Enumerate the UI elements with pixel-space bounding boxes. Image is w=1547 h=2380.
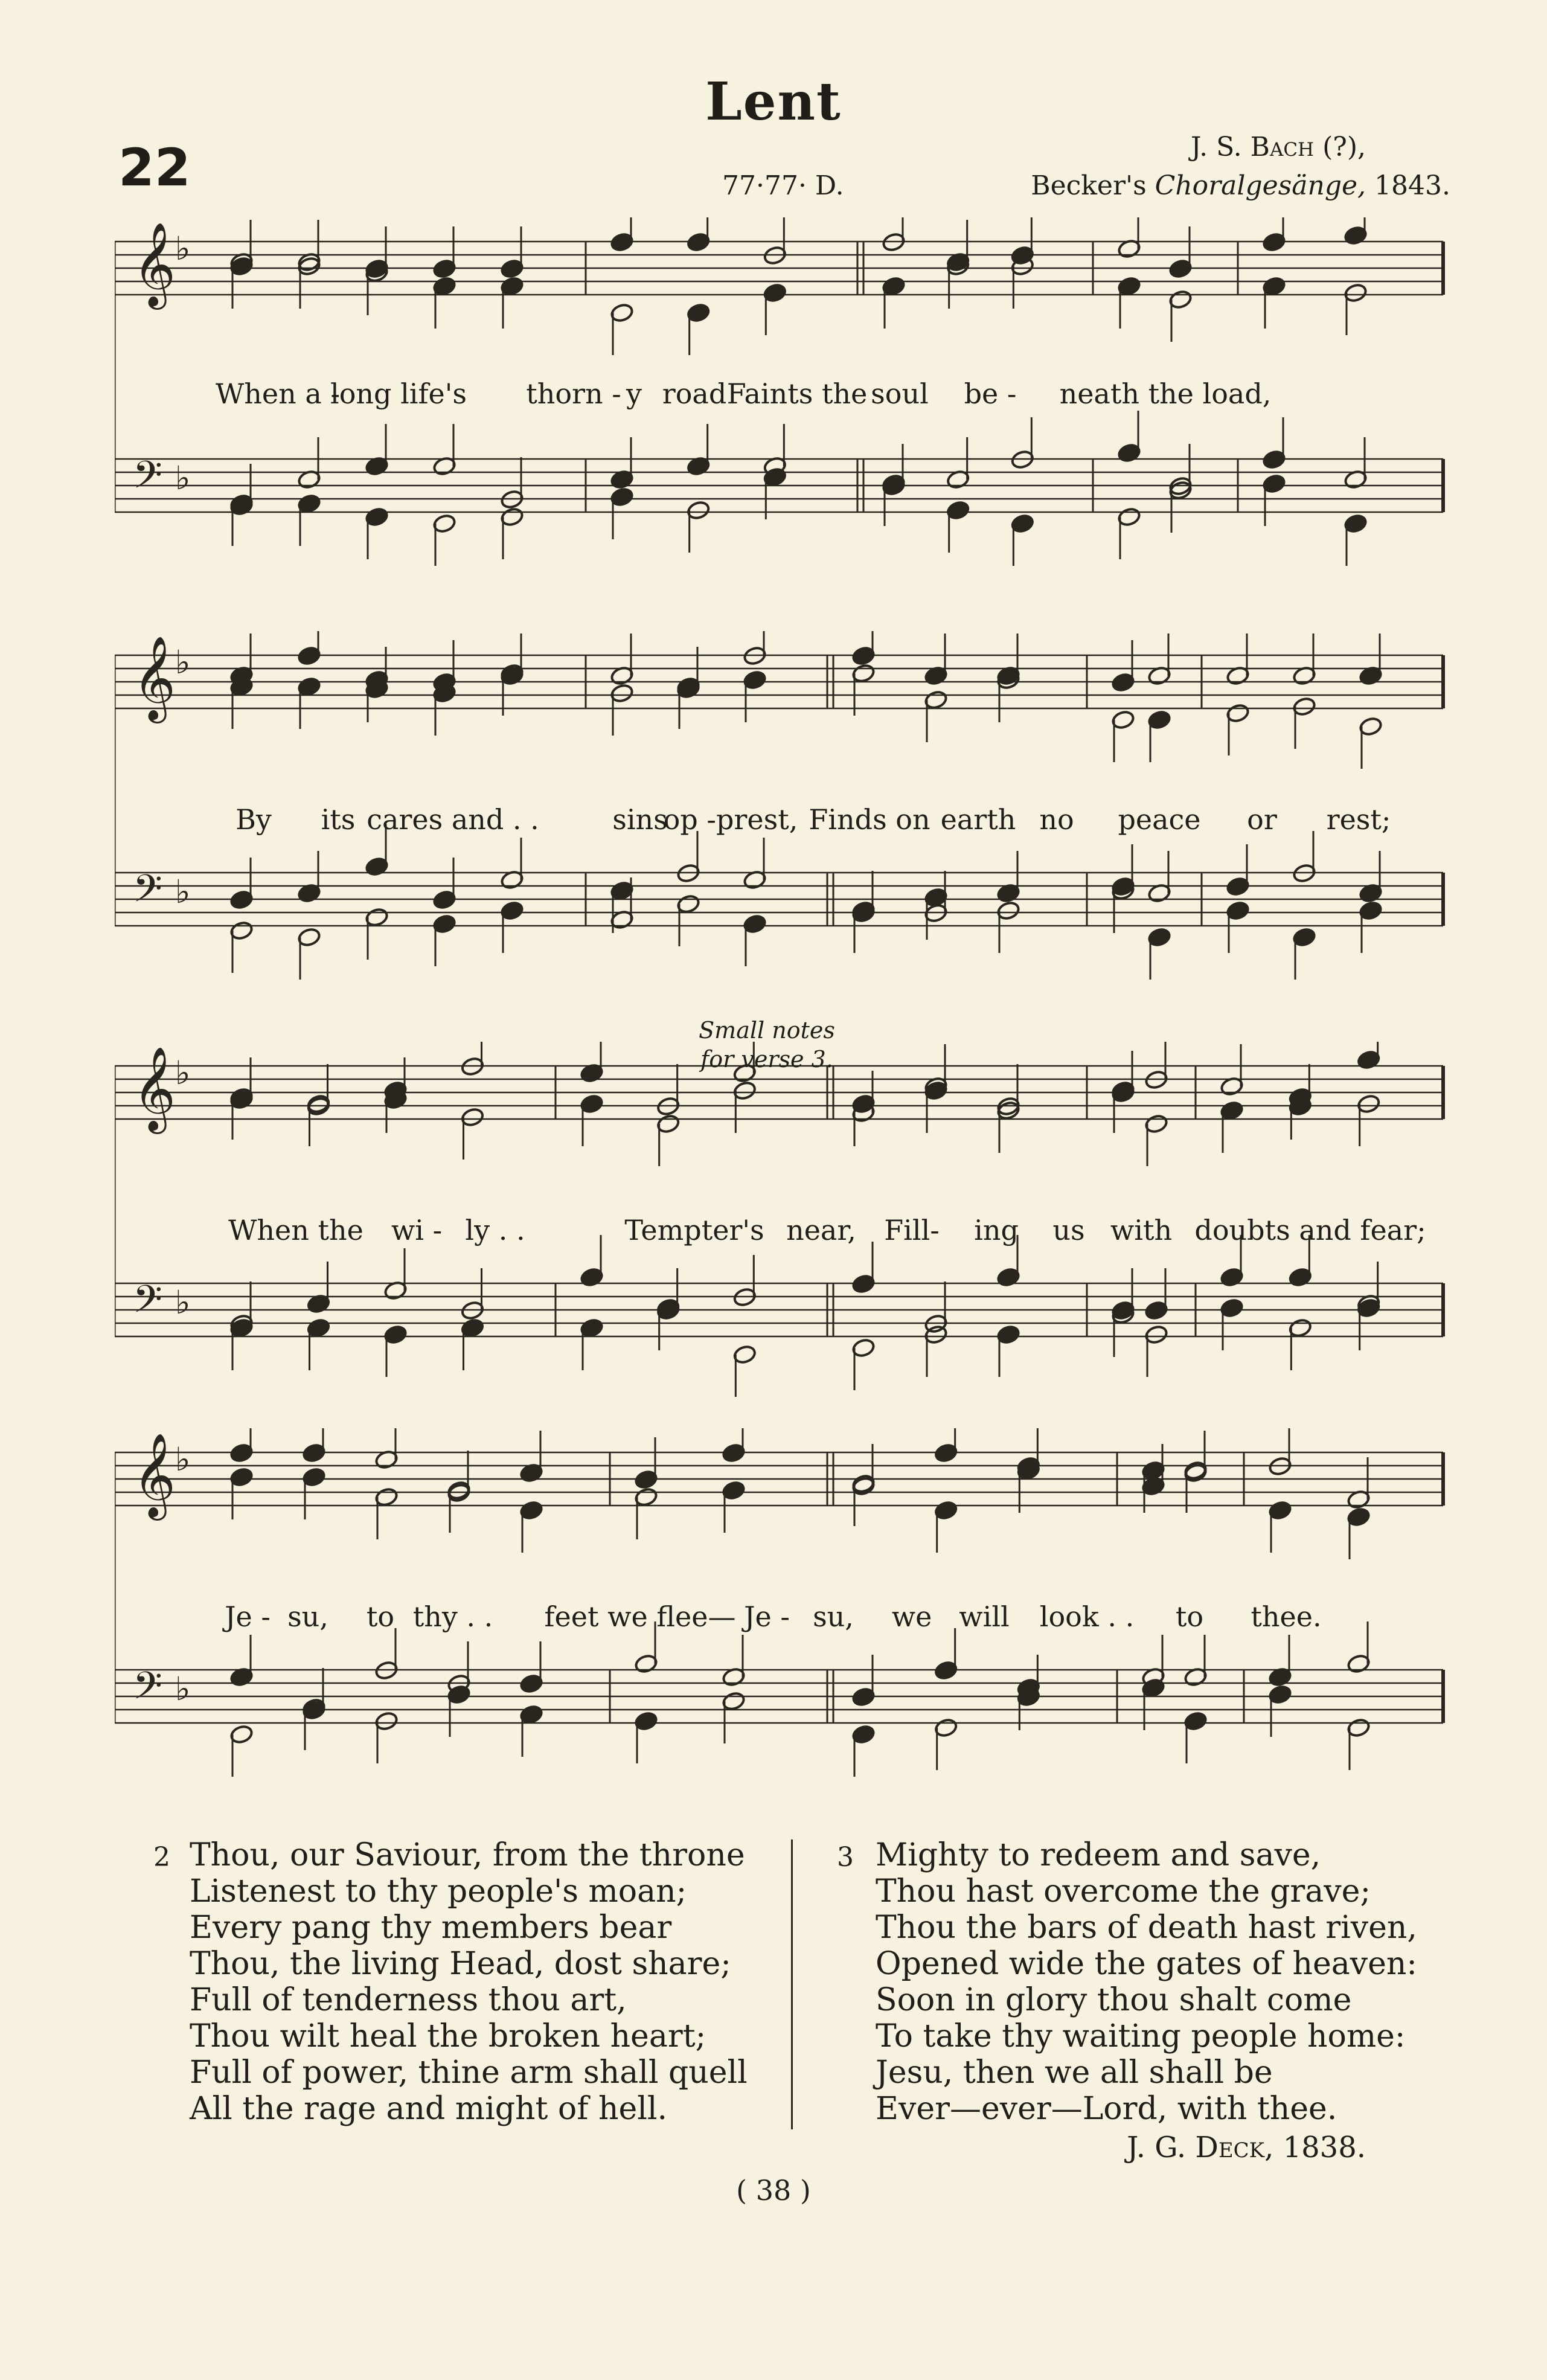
composer: J. S. Bach (?), xyxy=(1190,132,1366,162)
bass-clef-icon: 𝄢 xyxy=(133,1277,162,1330)
lyric-syllable: with xyxy=(1110,1214,1173,1246)
verse-line: Jesu, then we all shall be xyxy=(876,2054,1273,2091)
bass-staff xyxy=(115,1235,1443,1397)
small-notes-line1: Small notes xyxy=(699,1017,835,1044)
lyric-syllable: look . . xyxy=(1039,1600,1135,1633)
verse-line: Full of tenderness thou art, xyxy=(190,1982,627,2018)
lyric-syllable: be - xyxy=(964,377,1017,410)
lyric-syllable: Finds on xyxy=(809,803,930,836)
lyric-syllable: earth xyxy=(940,803,1016,836)
lyric-syllable: When a - xyxy=(216,377,340,410)
lyric-syllable: By xyxy=(235,803,272,836)
flat-key-signature-icon: ♭ xyxy=(175,873,191,911)
verse-2-number: 2 xyxy=(153,1842,170,1873)
treble-staff xyxy=(115,631,1443,769)
verse-line: Mighty to redeem and save, xyxy=(876,1837,1321,1873)
flat-key-signature-icon: ♭ xyxy=(175,1440,191,1478)
lyric-syllable: thorn - xyxy=(526,377,621,410)
meter: 77·77· D. xyxy=(722,170,844,201)
lyric-syllable: ing xyxy=(974,1214,1019,1246)
treble-clef-icon: 𝄞 xyxy=(133,1047,176,1131)
source-year: 1843. xyxy=(1366,170,1450,201)
lyric-syllable: thy . . xyxy=(412,1600,493,1633)
lyric-syllable: neath the load, xyxy=(1059,377,1272,410)
lyric-syllable: Fill- xyxy=(884,1214,940,1246)
flat-key-signature-icon: ♭ xyxy=(175,1670,191,1708)
lyric-syllable: ly . . xyxy=(465,1214,525,1246)
small-notes-line2: for verse 3. xyxy=(700,1046,833,1073)
verse-3-number: 3 xyxy=(837,1842,854,1873)
verse-line: Thou hast overcome the grave; xyxy=(876,1873,1371,1910)
bass-staff xyxy=(115,824,1443,980)
lyric-syllable: thee. xyxy=(1251,1600,1322,1633)
source-title: Choralgesänge, xyxy=(1155,170,1366,201)
lyric-syllable: op -prest, xyxy=(663,803,798,836)
treble-clef-icon: 𝄞 xyxy=(133,1433,176,1517)
lyric-syllable: to xyxy=(1175,1600,1204,1633)
lyric-syllable: will xyxy=(959,1600,1010,1633)
verse-divider xyxy=(791,1840,793,2129)
lyric-syllable: feet we flee— xyxy=(544,1600,736,1633)
lyric-syllable: Tempter's xyxy=(624,1214,764,1246)
verse-line: Soon in glory thou shalt come xyxy=(876,1982,1352,2018)
lyric-syllable: or xyxy=(1247,803,1277,836)
flat-key-signature-icon: ♭ xyxy=(175,643,191,681)
author: J. G. Deck, 1838. xyxy=(1127,2131,1366,2164)
verse-line: Thou, the living Head, dost share; xyxy=(190,1946,731,1982)
verse-2 xyxy=(190,1837,748,2127)
lyric-syllable: us xyxy=(1052,1214,1085,1246)
verse-3 xyxy=(876,1837,1417,2127)
source-prefix: Becker's xyxy=(1031,170,1155,201)
verse-line: Ever—ever—Lord, with thee. xyxy=(876,2091,1337,2127)
lyric-line xyxy=(115,1600,1461,1637)
lyric-syllable: no xyxy=(1039,803,1074,836)
page-header xyxy=(0,0,1547,205)
lyric-syllable: sins xyxy=(612,803,668,836)
lyric-syllable: near, xyxy=(786,1214,856,1246)
lyric-syllable: doubts and fear; xyxy=(1194,1214,1426,1246)
lyric-syllable: y xyxy=(626,377,642,410)
lyric-syllable: su, xyxy=(813,1600,854,1633)
treble-clef-icon: 𝄞 xyxy=(133,636,176,720)
verse-line: All the rage and might of hell. xyxy=(190,2091,668,2127)
verse-line: Every pang thy members bear xyxy=(190,1910,672,1946)
lyric-syllable: its xyxy=(321,803,356,836)
lyric-syllable: road xyxy=(662,377,727,410)
bass-staff xyxy=(115,411,1443,566)
verse-line: Thou the bars of death hast riven, xyxy=(876,1910,1417,1946)
bass-staff xyxy=(115,1621,1443,1777)
lyric-syllable: peace xyxy=(1118,803,1201,836)
lyric-line xyxy=(115,803,1461,839)
lyric-syllable: rest; xyxy=(1326,803,1391,836)
bass-clef-icon: 𝄢 xyxy=(133,452,162,506)
treble-staff xyxy=(115,217,1443,355)
bass-clef-icon: 𝄢 xyxy=(133,1663,162,1717)
flat-key-signature-icon: ♭ xyxy=(175,459,191,497)
lyric-syllable: su, xyxy=(287,1600,328,1633)
bass-clef-icon: 𝄢 xyxy=(133,866,162,920)
lyric-syllable: wi - xyxy=(391,1214,443,1246)
lyric-syllable: Je - xyxy=(744,1600,790,1633)
treble-clef-icon: 𝄞 xyxy=(133,222,176,306)
verse-line: Full of power, thine arm shall quell xyxy=(190,2054,748,2091)
lyric-line xyxy=(115,1214,1461,1250)
flat-key-signature-icon: ♭ xyxy=(175,1054,191,1092)
lyric-syllable: Faints the xyxy=(726,377,868,410)
verse-line: Thou wilt heal the broken heart; xyxy=(190,2018,706,2054)
verse-line: To take thy waiting people home: xyxy=(876,2018,1406,2054)
lyric-syllable: When the xyxy=(228,1214,364,1246)
section-title: Lent xyxy=(705,71,842,132)
small-notes-annotation xyxy=(688,1016,845,1074)
lyric-syllable: soul xyxy=(871,377,929,410)
page-number: ( 38 ) xyxy=(736,2174,811,2207)
lyric-syllable: cares and . . xyxy=(367,803,539,836)
verse-line: Thou, our Saviour, from the throne xyxy=(190,1837,745,1873)
lyric-syllable: Je - xyxy=(225,1600,271,1633)
lyric-line xyxy=(115,377,1461,414)
hymn-number: 22 xyxy=(118,138,191,198)
lyric-syllable: to xyxy=(366,1600,395,1633)
verse-line: Listenest to thy people's moan; xyxy=(190,1873,687,1910)
verse-line: Opened wide the gates of heaven: xyxy=(876,1946,1417,1982)
lyric-syllable: we xyxy=(891,1600,932,1633)
lyric-syllable: long life's xyxy=(330,377,467,410)
flat-key-signature-icon: ♭ xyxy=(175,229,191,268)
flat-key-signature-icon: ♭ xyxy=(175,1283,191,1321)
treble-staff xyxy=(115,1428,1443,1559)
tune-source xyxy=(1031,170,1450,201)
